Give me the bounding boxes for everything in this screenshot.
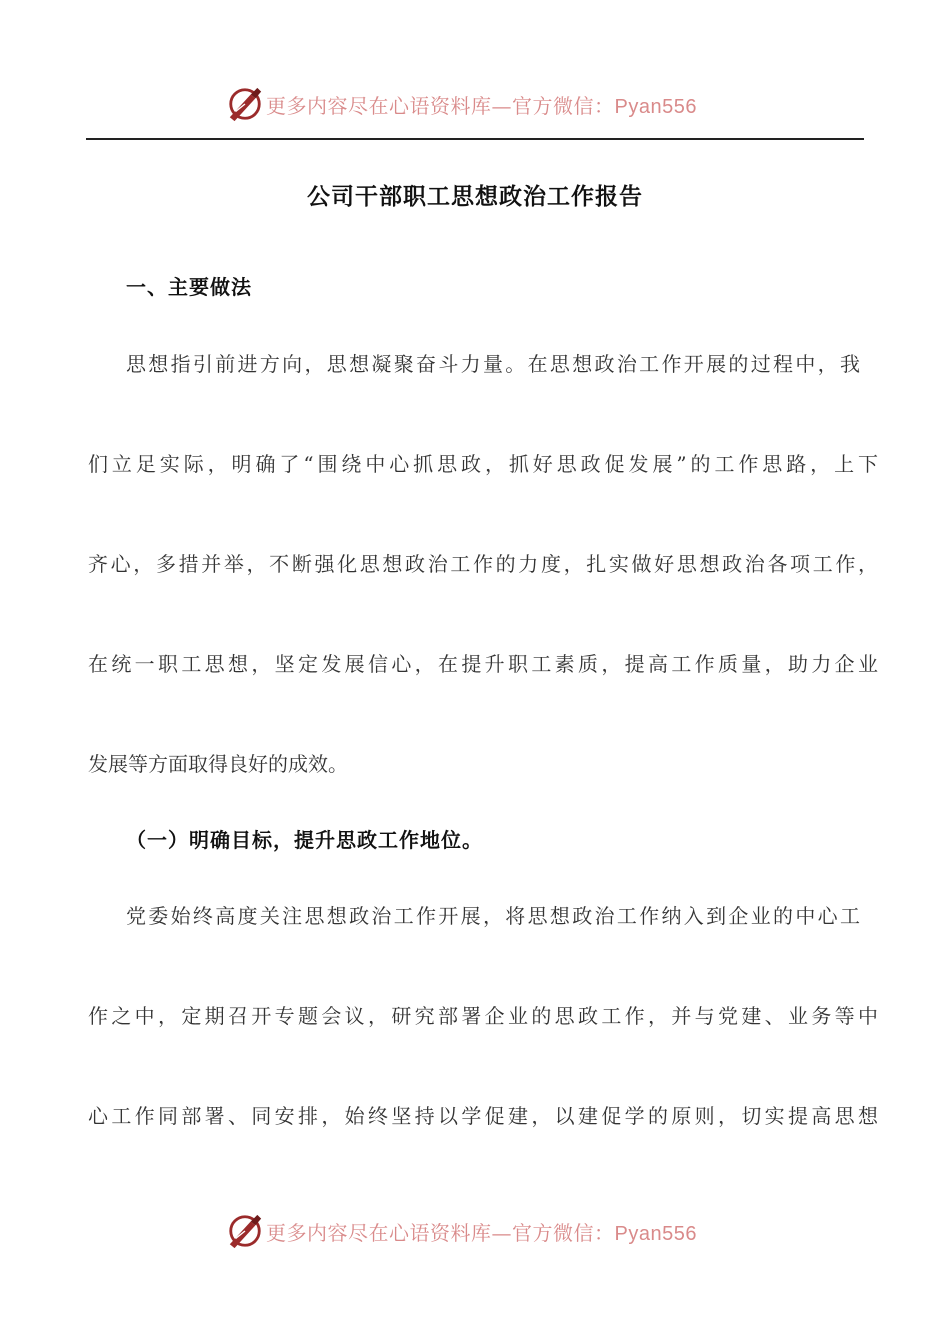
banner-text-cn: 更多内容尽在心语资料库—官方微信： xyxy=(266,1220,615,1245)
header-banner xyxy=(0,84,950,124)
banner-wechat-id: Pyan556 xyxy=(614,1222,697,1245)
paragraph-line: 发展等方面取得良好的成效。 xyxy=(88,752,348,776)
footer-banner xyxy=(0,1211,950,1251)
subsection-heading: （一）明确目标，提升思政工作地位。 xyxy=(126,828,483,852)
paragraph-line: 党委始终高度关注思想政治工作开展，将思想政治工作纳入到企业的中心工 xyxy=(126,904,860,928)
paragraph-line: 作之中，定期召开专题会议，研究部署企业的思政工作，并与党建、业务等中 xyxy=(88,1004,878,1028)
paragraph-line: 思想指引前进方向，思想凝聚奋斗力量。在思想政治工作开展的过程中，我 xyxy=(126,352,860,376)
section-heading: 一、主要做法 xyxy=(126,275,252,299)
pen-logo-icon xyxy=(226,1212,264,1250)
banner-text xyxy=(266,90,697,119)
banner-text-cn: 更多内容尽在心语资料库—官方微信： xyxy=(266,93,615,118)
banner-text xyxy=(266,1217,697,1246)
document-title: 公司干部职工思想政治工作报告 xyxy=(307,183,643,210)
pen-logo-icon xyxy=(226,85,264,123)
banner-wechat-id: Pyan556 xyxy=(614,95,697,118)
paragraph-line: 齐心，多措并举，不断强化思想政治工作的力度，扎实做好思想政治各项工作， xyxy=(88,552,878,576)
paragraph-line: 心工作同部署、同安排，始终坚持以学促建，以建促学的原则，切实提高思想 xyxy=(88,1104,878,1128)
paragraph-line: 在统一职工思想，坚定发展信心，在提升职工素质，提高工作质量，助力企业 xyxy=(88,652,878,676)
paragraph-line: 们立足实际，明确了“围绕中心抓思政，抓好思政促发展”的工作思路，上下 xyxy=(88,452,878,476)
header-divider xyxy=(86,138,864,140)
